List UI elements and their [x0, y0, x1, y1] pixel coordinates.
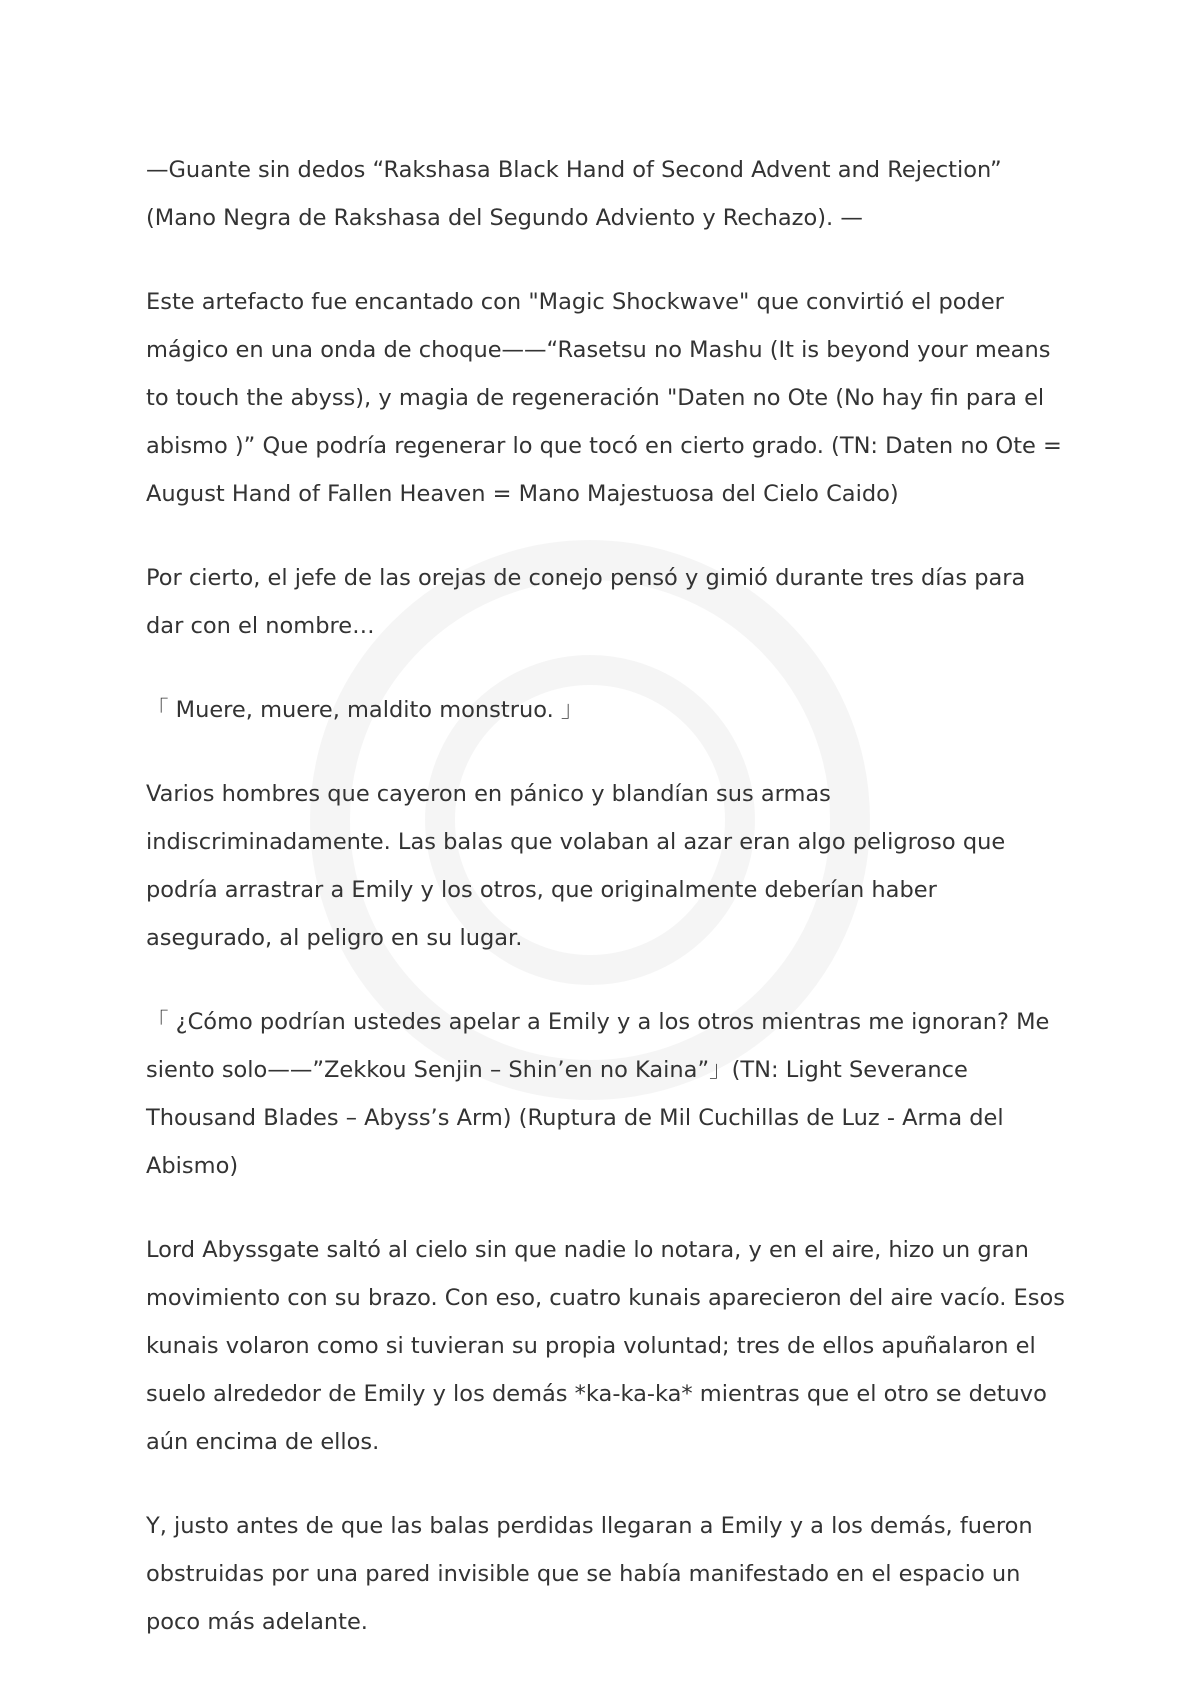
- paragraph-artifact-enchantment: Este artefacto fue encantado con "Magic Shockwave" que convirtió el poder mágico en una onda de choque——“Rasetsu no Mashu (It is beyond your means to touch the abyss), y magia de regeneración "Daten no Ote (No hay fin para el abismo )” Que podría regenerar lo que tocó en cierto grado. (TN: Daten no Ote = August Hand of Fallen Heaven = Mano Majestuosa del Cielo Caido): [146, 289, 1062, 507]
- paragraph-dialogue-die: 「 Muere, muere, maldito monstruo. 」: [146, 697, 584, 723]
- paragraph-abyssgate-kunais: Lord Abyssgate saltó al cielo sin que nadie lo notara, y en el aire, hizo un gran movimiento con su brazo. Con eso, cuatro kunais aparecieron del aire vacío. Esos kunais volaron como si tuvieran su propia voluntad; tres de ellos apuñalaron el suelo alrededor de Emily y los demás *ka-ka-ka* mientras que el otro se detuvo aún encima de ellos.: [146, 1237, 1065, 1455]
- paragraph-panicked-men: Varios hombres que cayeron en pánico y blandían sus armas indiscriminadamente. Las balas que volaban al azar eran algo peligroso que podría arrastrar a Emily y los otros, que originalmente deberían haber asegurado, al peligro en su lugar.: [146, 781, 1006, 951]
- paragraph-dialogue-ignore: 「 ¿Cómo podrían ustedes apelar a Emily y a los otros mientras me ignoran? Me siento solo——”Zekkou Senjin – Shin’en no Kaina”」(TN: Light Severance Thousand Blades – Abyss’s Arm) (Ruptura de Mil Cuchillas de Luz - Arma del Abismo): [146, 1009, 1050, 1179]
- paragraph-invisible-wall: Y, justo antes de que las balas perdidas llegaran a Emily y a los demás, fueron obstruidas por una pared invisible que se había manifestado en el espacio un poco más adelante.: [146, 1513, 1033, 1635]
- paragraph-glove-description: —Guante sin dedos “Rakshasa Black Hand of Second Advent and Rejection” (Mano Negra de Rakshasa del Segundo Adviento y Rechazo). —: [146, 157, 1002, 231]
- document-body: [146, 146, 1066, 1682]
- paragraph-boss-naming: Por cierto, el jefe de las orejas de conejo pensó y gimió durante tres días para dar con el nombre…: [146, 565, 1026, 639]
